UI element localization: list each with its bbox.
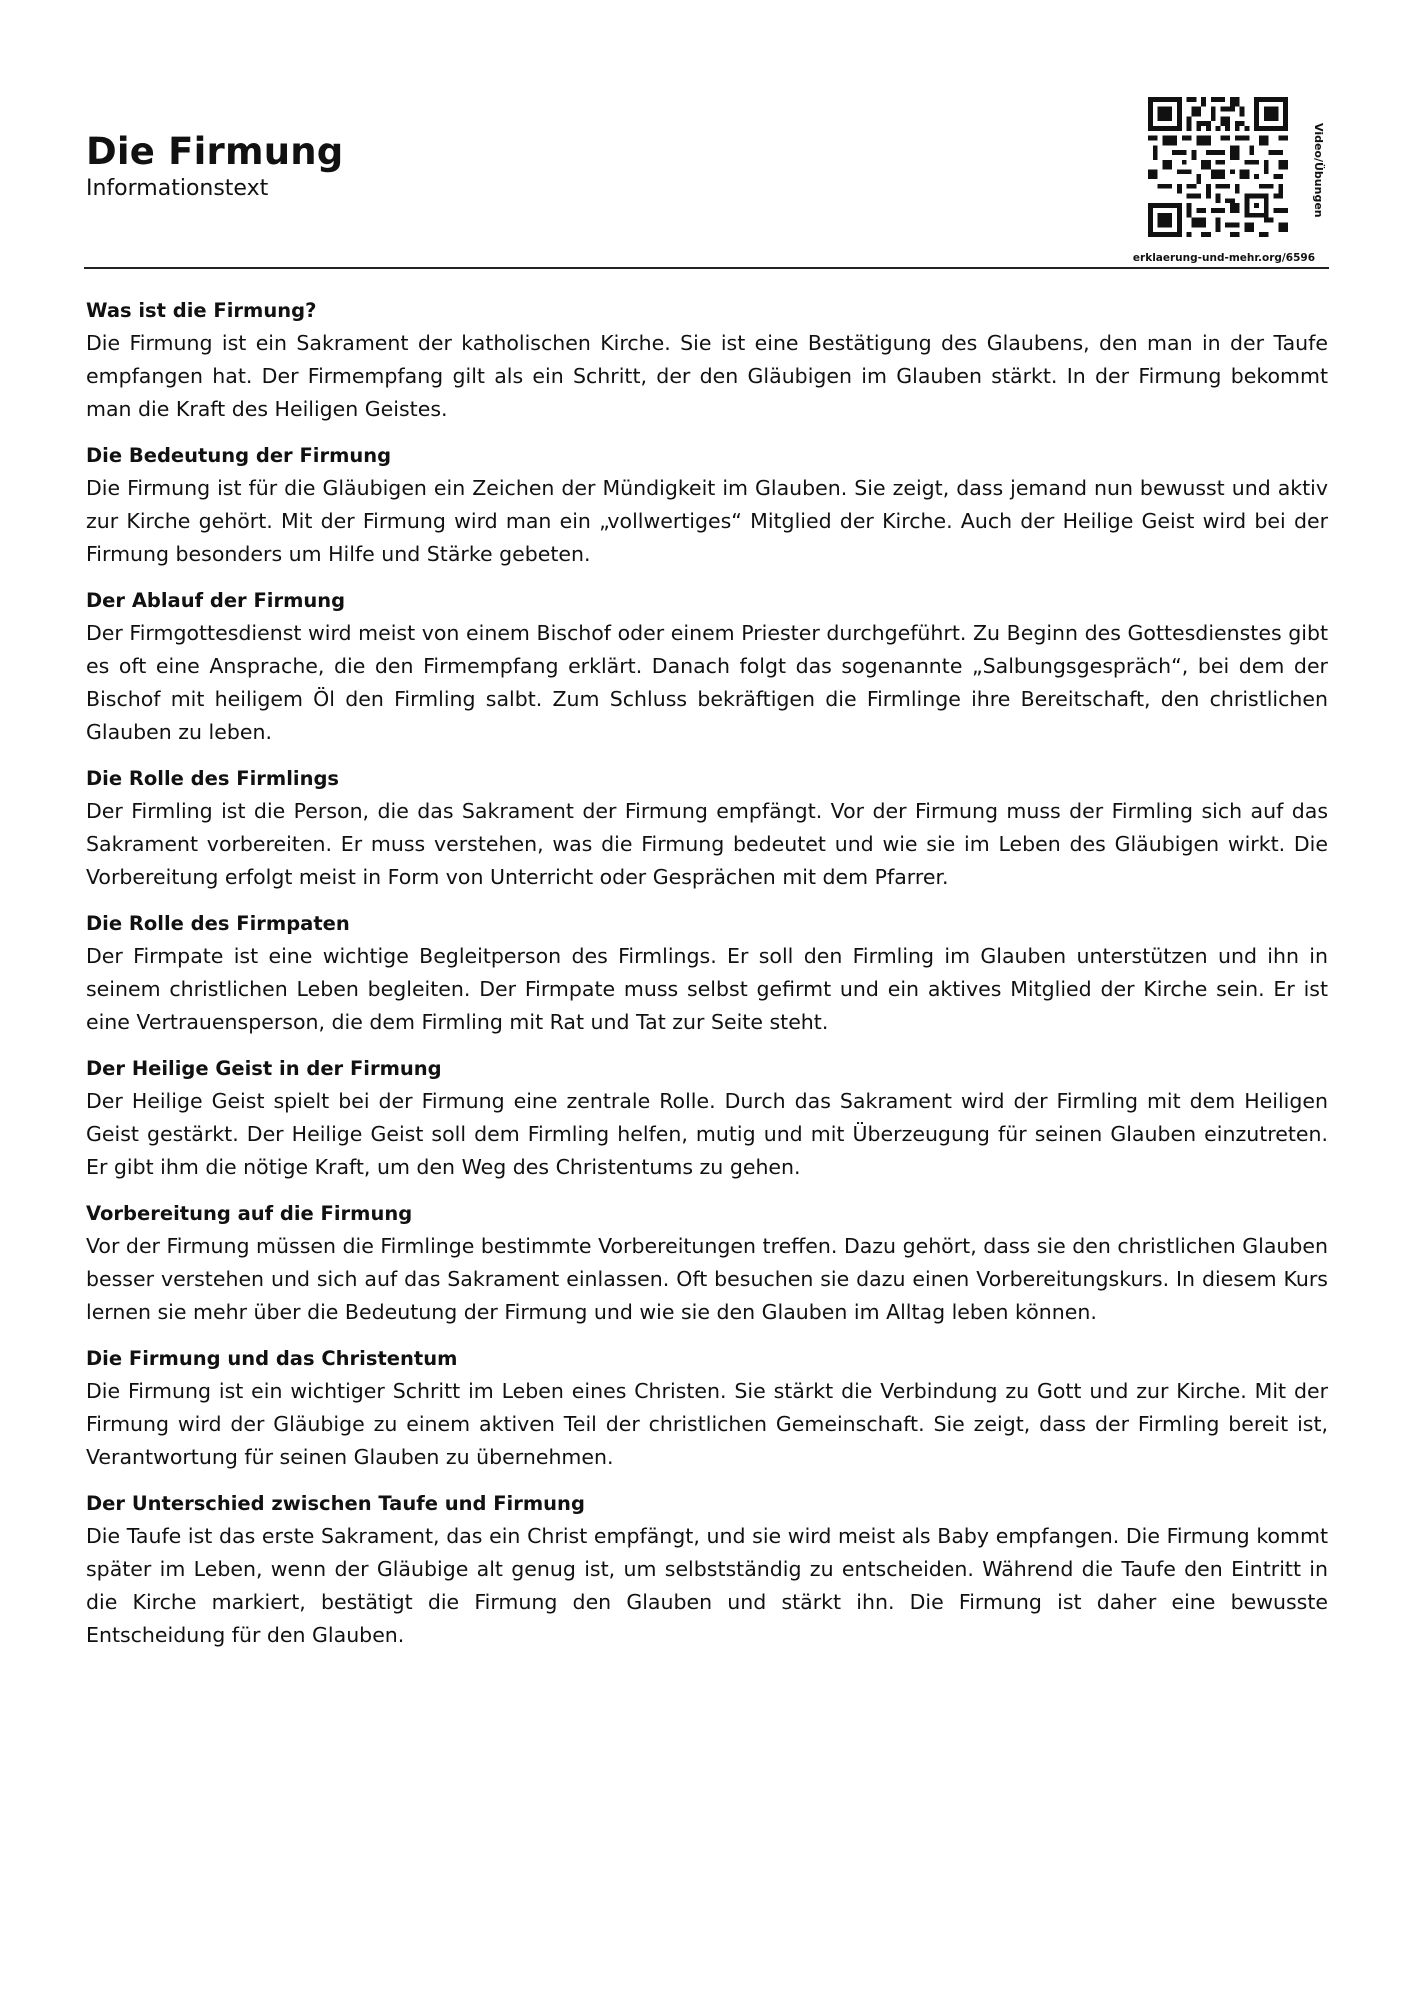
page-subtitle: Informationstext	[86, 176, 269, 202]
page-title: Die Firmung	[86, 130, 344, 173]
article-body	[86, 294, 1328, 1665]
qr-code-icon	[1148, 97, 1288, 237]
section-text: Der Firmgottesdienst wird meist von einem Bischof oder einem Priester durchgeführt. Zu Beginn des Gottesdienstes gibt es oft eine Ansprache, die den Firmempfang erklärt. Danach folgt das sogenannte „Salbungsgespräch“, bei dem der Bischof mit heiligem Öl den Firmling salbt. Zum Schluss bekräftigen die Firmlinge ihre Bereitschaft, den christlichen Glauben zu leben.	[86, 621, 1328, 744]
section-was-ist-die-firmung	[86, 294, 1328, 426]
section-heading: Vorbereitung auf die Firmung	[86, 1202, 413, 1225]
section-bedeutung	[86, 439, 1328, 571]
section-heiliger-geist	[86, 1052, 1328, 1184]
section-text: Der Firmpate ist eine wichtige Begleitperson des Firmlings. Er soll den Firmling im Glauben unterstützen und ihn in seinem christlichen Leben begleiten. Der Firmpate muss selbst gefirmt und ein aktives Mitglied der Kirche sein. Er ist eine Vertrauensperson, die dem Firmling mit Rat und Tat zur Seite steht.	[86, 944, 1328, 1034]
section-text: Die Taufe ist das erste Sakrament, das ein Christ empfängt, und sie wird meist als Baby empfangen. Die Firmung kommt später im Leben, wenn der Gläubige alt genug ist, um selbstständig zu entscheiden. Während die Taufe den Eintritt in die Kirche markiert, bestätigt die Firmung den Glauben und stärkt ihn. Die Firmung ist daher eine bewusste Entscheidung für den Glauben.	[86, 1524, 1328, 1647]
section-heading: Die Rolle des Firmlings	[86, 767, 340, 790]
section-ablauf	[86, 584, 1328, 749]
section-text: Die Firmung ist für die Gläubigen ein Zeichen der Mündigkeit im Glauben. Sie zeigt, dass jemand nun bewusst und aktiv zur Kirche gehört. Mit der Firmung wird man ein „vollwertiges“ Mitglied der Kirche. Auch der Heilige Geist wird bei der Firmung besonders um Hilfe und Stärke gebeten.	[86, 476, 1328, 566]
section-text: Vor der Firmung müssen die Firmlinge bestimmte Vorbereitungen treffen. Dazu gehört, dass sie den christlichen Glauben besser verstehen und sich auf das Sakrament einlassen. Oft besuchen sie dazu einen Vorbereitungskurs. In diesem Kurs lernen sie mehr über die Bedeutung der Firmung und wie sie den Glauben im Alltag leben können.	[86, 1234, 1328, 1324]
section-text: Der Firmling ist die Person, die das Sakrament der Firmung empfängt. Vor der Firmung muss der Firmling sich auf das Sakrament vorbereiten. Er muss verstehen, was die Firmung bedeutet und wie sie im Leben des Gläubigen wirkt. Die Vorbereitung erfolgt meist in Form von Unterricht oder Gesprächen mit dem Pfarrer.	[86, 799, 1328, 889]
qr-code[interactable]	[1148, 97, 1288, 237]
section-rolle-firmpate	[86, 907, 1328, 1039]
section-taufe-und-firmung	[86, 1487, 1328, 1652]
section-text: Der Heilige Geist spielt bei der Firmung eine zentrale Rolle. Durch das Sakrament wird der Firmling mit dem Heiligen Geist gestärkt. Der Heilige Geist soll dem Firmling helfen, mutig und mit Überzeugung für seinen Glauben einzutreten. Er gibt ihm die nötige Kraft, um den Weg des Christentums zu gehen.	[86, 1089, 1328, 1179]
section-heading: Die Rolle des Firmpaten	[86, 912, 350, 935]
section-rolle-firmling	[86, 762, 1328, 894]
section-heading: Die Firmung und das Christentum	[86, 1347, 458, 1370]
section-heading: Die Bedeutung der Firmung	[86, 444, 392, 467]
source-url[interactable]: erklaerung-und-mehr.org/6596	[1132, 252, 1315, 264]
section-heading: Was ist die Firmung?	[86, 299, 317, 322]
page-header	[86, 130, 786, 203]
section-heading: Der Ablauf der Firmung	[86, 589, 346, 612]
section-text: Die Firmung ist ein wichtiger Schritt im Leben eines Christen. Sie stärkt die Verbindung zu Gott und zur Kirche. Mit der Firmung wird der Gläubige zu einem aktiven Teil der christlichen Gemeinschaft. Sie zeigt, dass der Firmling bereit ist, Verantwortung für seinen Glauben zu übernehmen.	[86, 1379, 1328, 1469]
video-exercises-label: Video/Übungen	[1312, 123, 1325, 218]
section-heading: Der Heilige Geist in der Firmung	[86, 1057, 442, 1080]
section-heading: Der Unterschied zwischen Taufe und Firmung	[86, 1492, 585, 1515]
header-divider	[84, 267, 1329, 269]
section-text: Die Firmung ist ein Sakrament der katholischen Kirche. Sie ist eine Bestätigung des Glaubens, den man in der Taufe empfangen hat. Der Firmempfang gilt als ein Schritt, der den Gläubigen im Glauben stärkt. In der Firmung bekommt man die Kraft des Heiligen Geistes.	[86, 331, 1328, 421]
section-christentum	[86, 1342, 1328, 1474]
section-vorbereitung	[86, 1197, 1328, 1329]
